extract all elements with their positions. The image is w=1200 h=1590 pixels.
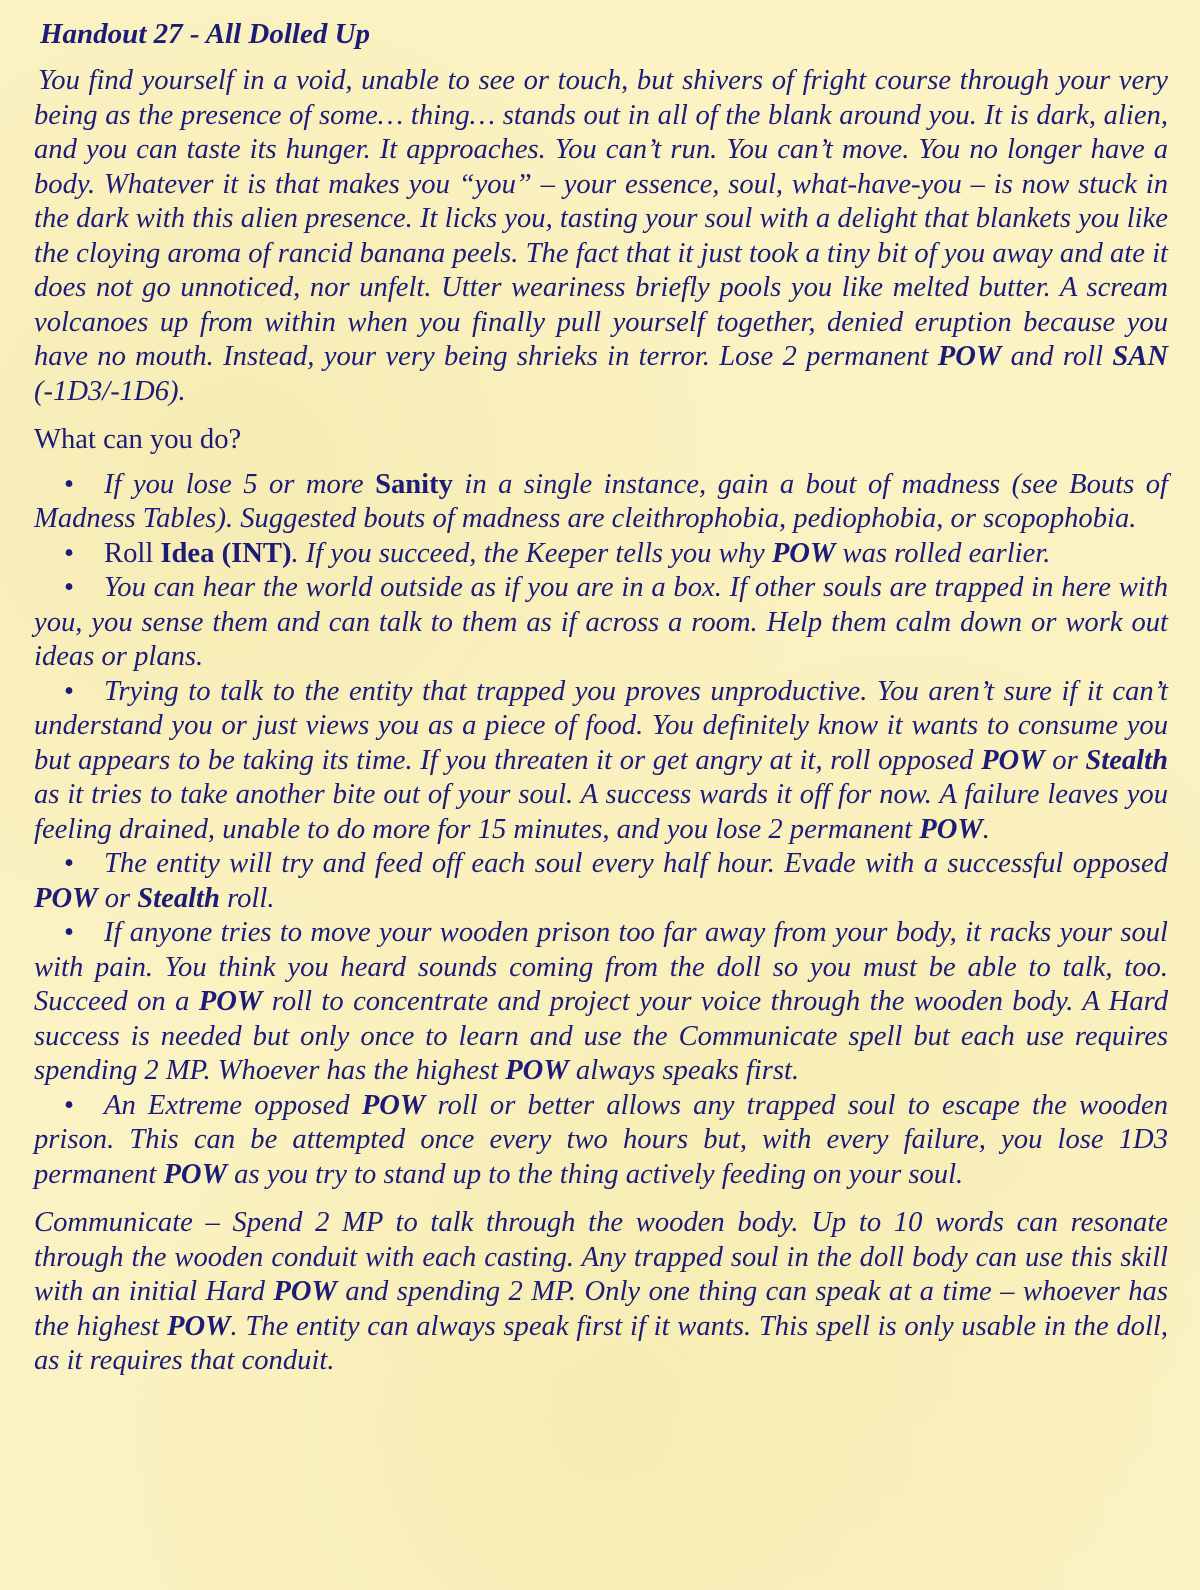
- list-item: [34, 571, 1168, 675]
- text-run: .: [982, 813, 990, 845]
- bold-term: POW: [937, 341, 1002, 372]
- question-heading: What can you do?: [34, 424, 242, 455]
- list-item: [34, 468, 1168, 537]
- text-run: Communicate: [678, 1020, 838, 1052]
- list-item: [34, 1089, 1168, 1193]
- bullet-marker: •: [64, 572, 75, 603]
- text-run: or: [1044, 744, 1086, 776]
- text-run: . The entity can always speak first if it wants. This spell is only usable in the doll, as it requires that conduit.: [34, 1310, 1168, 1376]
- text-run: as you try to stand up to the thing actively feeding on your soul.: [227, 1158, 964, 1190]
- list-item: [34, 916, 1168, 1089]
- bullet-marker: •: [64, 848, 75, 879]
- bold-term: POW: [505, 1055, 569, 1086]
- text-run: roll or better allows any trapped soul to escape the wooden prison. This can be attempted once every two hours but, with every failure, you lose 1D3 permanent: [34, 1089, 1168, 1190]
- bold-term: POW: [34, 882, 98, 914]
- text-run: as it tries to take another bite out of your soul. A success wards it off for now. A failure leaves you feeling drained, unable to do more for 15 minutes, and you lose 2 permanent: [34, 779, 1168, 845]
- bold-term: Stealth: [137, 882, 220, 914]
- bold-term: Sanity: [375, 468, 453, 500]
- bold-term: SAN: [1112, 341, 1169, 372]
- text-run: . If you succeed, the Keeper tells you why: [291, 537, 772, 569]
- options-list: [34, 468, 1168, 1193]
- bold-term: POW: [981, 744, 1045, 776]
- text-run: roll.: [219, 882, 275, 914]
- text-run: Trying to talk to the entity that trapped you proves unproductive. You aren’t sure if it can’t understand you or just views you as a piece of food. You definitely know it wants to consume you but appears to be taking its time. If you threaten it or get angry at it, roll opposed: [34, 675, 1168, 776]
- bullet-marker: •: [64, 1089, 75, 1121]
- text-run: spell but each use requires spending 2 MP. Whoever has the highest: [34, 1020, 1169, 1086]
- text-run: (-1D3/-1D6).: [34, 375, 186, 407]
- handout-title: Handout 27 - All Dolled Up: [40, 18, 371, 50]
- bold-term: Stealth: [1085, 744, 1168, 776]
- text-run: The entity will try and feed off each soul every half hour. Evade with a successful opposed: [104, 848, 1168, 879]
- bullet-marker: •: [64, 917, 75, 948]
- text-run: in a single instance, gain a bout of madness (see Bouts of Madness Tables). Suggested bouts of madness are cleithrophobia, pediophobia, or scopophobia.: [34, 468, 1168, 534]
- list-item: [34, 537, 1168, 572]
- text-run: and spending 2 MP. Only one thing can speak at a time – whoever has the highest: [34, 1276, 1168, 1342]
- list-item: [34, 675, 1168, 848]
- spell-description: [34, 1206, 1168, 1379]
- bold-term: POW: [771, 537, 836, 569]
- text-run: roll to concentrate and project your voice through the wooden body. A Hard success is needed but only once to learn and use the: [34, 986, 1168, 1052]
- bold-term: Idea (INT): [160, 537, 292, 569]
- intro-paragraph: [34, 64, 1168, 409]
- bullet-marker: •: [64, 675, 75, 707]
- text-run: You can hear the world outside as if you are in a box. If other souls are trapped in here with you, you sense them and can talk to them as if across a room. Help them calm down or work out ideas or plans.: [34, 572, 1168, 672]
- bold-term: POW: [919, 813, 983, 845]
- text-run: always speaks first.: [568, 1055, 800, 1086]
- bold-term: POW: [198, 986, 263, 1017]
- text-run: If you lose 5 or more: [104, 468, 376, 500]
- text-run: Roll: [104, 537, 161, 569]
- list-item: [34, 847, 1168, 916]
- bold-term: POW: [166, 1310, 231, 1342]
- text-run: You find yourself in a void, unable to see or touch, but shivers of fright course through your very being as the presence of some… thing… stands out in all of the blank around you. It is dark, alien, and you can taste its hunger. It approaches. You can’t run. You can’t move. You no longer have a body. Whatever it is that makes you “you” – your essence, soul, what-have-you – is now stuck in the dark with this alien presence. It licks you, tasting your soul with a delight that blankets you like the cloying aroma of rancid banana peels. The fact that it just took a tiny bit of you away and ate it does not go unnoticed, nor unfelt. Utter weariness briefly pools you like melted butter. A scream volcanoes up from within when you finally pull yourself together, denied eruption because you have no mouth. Instead, your very being shrieks in terror. Lose 2 permanent: [34, 65, 1168, 372]
- bullet-marker: •: [64, 537, 75, 569]
- text-run: was rolled earlier.: [835, 537, 1051, 569]
- bold-term: POW: [163, 1158, 227, 1190]
- text-run: If anyone tries to move your wooden prison too far away from your body, it racks your soul with pain. You think you heard sounds coming from the doll so you must be able to talk, too. Succeed on a: [34, 917, 1168, 1017]
- text-run: Communicate: [34, 1207, 193, 1238]
- bullet-marker: •: [64, 468, 75, 500]
- handout-page: [34, 14, 1168, 1379]
- text-run: and roll: [1001, 341, 1113, 372]
- bold-term: POW: [273, 1276, 337, 1307]
- text-run: or: [97, 882, 138, 914]
- bold-term: POW: [361, 1089, 426, 1121]
- text-run: An Extreme opposed: [104, 1089, 362, 1121]
- text-run: – Spend 2 MP to talk through the wooden body. Up to 10 words can resonate through the wooden conduit with each casting. Any trapped soul in the doll body can use this skill with an initial Hard: [34, 1207, 1168, 1307]
